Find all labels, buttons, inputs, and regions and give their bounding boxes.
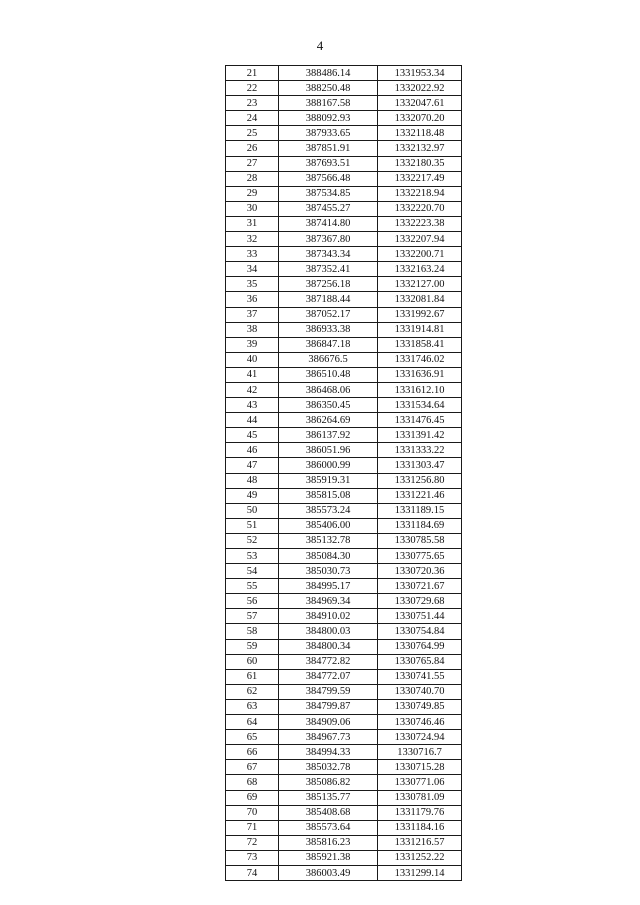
x-coordinate-cell: 386350.45 — [279, 398, 378, 413]
x-coordinate-cell: 386468.06 — [279, 382, 378, 397]
y-coordinate-cell: 1331184.69 — [378, 518, 462, 533]
table-row — [226, 262, 462, 277]
y-coordinate-cell: 1330754.84 — [378, 624, 462, 639]
table-row — [226, 247, 462, 262]
table-row — [226, 156, 462, 171]
x-coordinate-cell: 385406.00 — [279, 518, 378, 533]
point-number-cell: 21 — [226, 66, 279, 81]
table-row — [226, 126, 462, 141]
x-coordinate-cell: 384994.33 — [279, 745, 378, 760]
point-number-cell: 49 — [226, 488, 279, 503]
table-row — [226, 624, 462, 639]
point-number-cell: 69 — [226, 790, 279, 805]
y-coordinate-cell: 1332218.94 — [378, 186, 462, 201]
point-number-cell: 53 — [226, 549, 279, 564]
point-number-cell: 60 — [226, 654, 279, 669]
y-coordinate-cell: 1331299.14 — [378, 865, 462, 880]
y-coordinate-cell: 1331914.81 — [378, 322, 462, 337]
point-number-cell: 66 — [226, 745, 279, 760]
y-coordinate-cell: 1332047.61 — [378, 96, 462, 111]
point-number-cell: 61 — [226, 669, 279, 684]
point-number-cell: 47 — [226, 458, 279, 473]
y-coordinate-cell: 1332022.92 — [378, 81, 462, 96]
point-number-cell: 32 — [226, 232, 279, 247]
point-number-cell: 65 — [226, 730, 279, 745]
y-coordinate-cell: 1331636.91 — [378, 367, 462, 382]
x-coordinate-cell: 387851.91 — [279, 141, 378, 156]
table-row — [226, 745, 462, 760]
x-coordinate-cell: 384799.59 — [279, 684, 378, 699]
x-coordinate-cell: 385816.23 — [279, 835, 378, 850]
point-number-cell: 23 — [226, 96, 279, 111]
table-row — [226, 790, 462, 805]
y-coordinate-cell: 1332118.48 — [378, 126, 462, 141]
y-coordinate-cell: 1330749.85 — [378, 699, 462, 714]
table-row — [226, 322, 462, 337]
x-coordinate-cell: 385573.64 — [279, 820, 378, 835]
point-number-cell: 24 — [226, 111, 279, 126]
y-coordinate-cell: 1330729.68 — [378, 594, 462, 609]
point-number-cell: 25 — [226, 126, 279, 141]
table-row — [226, 337, 462, 352]
x-coordinate-cell: 387455.27 — [279, 201, 378, 216]
x-coordinate-cell: 386676.5 — [279, 352, 378, 367]
point-number-cell: 39 — [226, 337, 279, 352]
x-coordinate-cell: 385084.30 — [279, 549, 378, 564]
point-number-cell: 38 — [226, 322, 279, 337]
table-row — [226, 533, 462, 548]
y-coordinate-cell: 1331252.22 — [378, 850, 462, 865]
x-coordinate-cell: 385030.73 — [279, 564, 378, 579]
y-coordinate-cell: 1332223.38 — [378, 216, 462, 231]
point-number-cell: 40 — [226, 352, 279, 367]
point-number-cell: 45 — [226, 428, 279, 443]
x-coordinate-cell: 388250.48 — [279, 81, 378, 96]
point-number-cell: 63 — [226, 699, 279, 714]
point-number-cell: 55 — [226, 579, 279, 594]
point-number-cell: 41 — [226, 367, 279, 382]
table-row — [226, 835, 462, 850]
x-coordinate-cell: 384969.34 — [279, 594, 378, 609]
point-number-cell: 50 — [226, 503, 279, 518]
x-coordinate-cell: 384910.02 — [279, 609, 378, 624]
x-coordinate-cell: 387352.41 — [279, 262, 378, 277]
y-coordinate-cell: 1332163.24 — [378, 262, 462, 277]
table-row — [226, 805, 462, 820]
table-row — [226, 594, 462, 609]
point-number-cell: 36 — [226, 292, 279, 307]
point-number-cell: 48 — [226, 473, 279, 488]
x-coordinate-cell: 384772.82 — [279, 654, 378, 669]
x-coordinate-cell: 385135.77 — [279, 790, 378, 805]
point-number-cell: 29 — [226, 186, 279, 201]
y-coordinate-cell: 1331953.34 — [378, 66, 462, 81]
y-coordinate-cell: 1330764.99 — [378, 639, 462, 654]
table-row — [226, 398, 462, 413]
y-coordinate-cell: 1331179.76 — [378, 805, 462, 820]
point-number-cell: 62 — [226, 684, 279, 699]
coordinate-table — [225, 65, 462, 881]
y-coordinate-cell: 1332217.49 — [378, 171, 462, 186]
x-coordinate-cell: 387367.80 — [279, 232, 378, 247]
x-coordinate-cell: 388486.14 — [279, 66, 378, 81]
table-row — [226, 141, 462, 156]
point-number-cell: 57 — [226, 609, 279, 624]
y-coordinate-cell: 1331189.15 — [378, 503, 462, 518]
table-row — [226, 352, 462, 367]
point-number-cell: 56 — [226, 594, 279, 609]
table-row — [226, 96, 462, 111]
x-coordinate-cell: 387693.51 — [279, 156, 378, 171]
point-number-cell: 52 — [226, 533, 279, 548]
y-coordinate-cell: 1332132.97 — [378, 141, 462, 156]
table-row — [226, 413, 462, 428]
y-coordinate-cell: 1331992.67 — [378, 307, 462, 322]
y-coordinate-cell: 1332180.35 — [378, 156, 462, 171]
x-coordinate-cell: 388167.58 — [279, 96, 378, 111]
table-row — [226, 277, 462, 292]
point-number-cell: 33 — [226, 247, 279, 262]
y-coordinate-cell: 1331256.80 — [378, 473, 462, 488]
y-coordinate-cell: 1330724.94 — [378, 730, 462, 745]
y-coordinate-cell: 1331303.47 — [378, 458, 462, 473]
table-row — [226, 579, 462, 594]
y-coordinate-cell: 1330775.65 — [378, 549, 462, 564]
x-coordinate-cell: 386933.38 — [279, 322, 378, 337]
table-row — [226, 307, 462, 322]
y-coordinate-cell: 1331221.46 — [378, 488, 462, 503]
table-row — [226, 699, 462, 714]
y-coordinate-cell: 1330785.58 — [378, 533, 462, 548]
x-coordinate-cell: 384800.34 — [279, 639, 378, 654]
x-coordinate-cell: 386000.99 — [279, 458, 378, 473]
x-coordinate-cell: 388092.93 — [279, 111, 378, 126]
y-coordinate-cell: 1331391.42 — [378, 428, 462, 443]
y-coordinate-cell: 1330751.44 — [378, 609, 462, 624]
x-coordinate-cell: 387933.65 — [279, 126, 378, 141]
table-row — [226, 609, 462, 624]
x-coordinate-cell: 387052.17 — [279, 307, 378, 322]
y-coordinate-cell: 1332200.71 — [378, 247, 462, 262]
page-number: 4 — [316, 38, 324, 53]
point-number-cell: 46 — [226, 443, 279, 458]
y-coordinate-cell: 1331184.16 — [378, 820, 462, 835]
x-coordinate-cell: 386510.48 — [279, 367, 378, 382]
table-row — [226, 549, 462, 564]
point-number-cell: 73 — [226, 850, 279, 865]
point-number-cell: 71 — [226, 820, 279, 835]
table-row — [226, 443, 462, 458]
table-row — [226, 518, 462, 533]
y-coordinate-cell: 1332127.00 — [378, 277, 462, 292]
x-coordinate-cell: 386264.69 — [279, 413, 378, 428]
y-coordinate-cell: 1330741.55 — [378, 669, 462, 684]
table-row — [226, 216, 462, 231]
point-number-cell: 26 — [226, 141, 279, 156]
y-coordinate-cell: 1330716.7 — [378, 745, 462, 760]
point-number-cell: 34 — [226, 262, 279, 277]
table-row — [226, 488, 462, 503]
table-row — [226, 760, 462, 775]
x-coordinate-cell: 385032.78 — [279, 760, 378, 775]
x-coordinate-cell: 385573.24 — [279, 503, 378, 518]
point-number-cell: 42 — [226, 382, 279, 397]
x-coordinate-cell: 385086.82 — [279, 775, 378, 790]
y-coordinate-cell: 1331612.10 — [378, 382, 462, 397]
y-coordinate-cell: 1331858.41 — [378, 337, 462, 352]
table-row — [226, 820, 462, 835]
point-number-cell: 31 — [226, 216, 279, 231]
x-coordinate-cell: 387188.44 — [279, 292, 378, 307]
point-number-cell: 58 — [226, 624, 279, 639]
y-coordinate-cell: 1332070.20 — [378, 111, 462, 126]
point-number-cell: 44 — [226, 413, 279, 428]
point-number-cell: 22 — [226, 81, 279, 96]
table-row — [226, 201, 462, 216]
x-coordinate-cell: 387566.48 — [279, 171, 378, 186]
point-number-cell: 35 — [226, 277, 279, 292]
table-row — [226, 186, 462, 201]
y-coordinate-cell: 1331534.64 — [378, 398, 462, 413]
x-coordinate-cell: 387343.34 — [279, 247, 378, 262]
y-coordinate-cell: 1331746.02 — [378, 352, 462, 367]
table-row — [226, 232, 462, 247]
x-coordinate-cell: 386137.92 — [279, 428, 378, 443]
x-coordinate-cell: 385921.38 — [279, 850, 378, 865]
y-coordinate-cell: 1332207.94 — [378, 232, 462, 247]
point-number-cell: 67 — [226, 760, 279, 775]
table-row — [226, 654, 462, 669]
y-coordinate-cell: 1330715.28 — [378, 760, 462, 775]
table-row — [226, 458, 462, 473]
point-number-cell: 68 — [226, 775, 279, 790]
table-row — [226, 775, 462, 790]
point-number-cell: 54 — [226, 564, 279, 579]
table-row — [226, 81, 462, 96]
table-row — [226, 669, 462, 684]
x-coordinate-cell: 384909.06 — [279, 715, 378, 730]
table-row — [226, 292, 462, 307]
point-number-cell: 28 — [226, 171, 279, 186]
x-coordinate-cell: 384995.17 — [279, 579, 378, 594]
x-coordinate-cell: 385919.31 — [279, 473, 378, 488]
x-coordinate-cell: 387256.18 — [279, 277, 378, 292]
table-row — [226, 865, 462, 880]
table-row — [226, 473, 462, 488]
table-row — [226, 66, 462, 81]
point-number-cell: 70 — [226, 805, 279, 820]
x-coordinate-cell: 386847.18 — [279, 337, 378, 352]
y-coordinate-cell: 1330720.36 — [378, 564, 462, 579]
y-coordinate-cell: 1330781.09 — [378, 790, 462, 805]
table-row — [226, 503, 462, 518]
table-row — [226, 850, 462, 865]
y-coordinate-cell: 1331333.22 — [378, 443, 462, 458]
x-coordinate-cell: 386051.96 — [279, 443, 378, 458]
table-row — [226, 111, 462, 126]
table-row — [226, 564, 462, 579]
y-coordinate-cell: 1330721.67 — [378, 579, 462, 594]
table-row — [226, 639, 462, 654]
y-coordinate-cell: 1332081.84 — [378, 292, 462, 307]
y-coordinate-cell: 1330740.70 — [378, 684, 462, 699]
table-row — [226, 684, 462, 699]
table-row — [226, 715, 462, 730]
table-row — [226, 730, 462, 745]
x-coordinate-cell: 385408.68 — [279, 805, 378, 820]
table-row — [226, 428, 462, 443]
table-row — [226, 171, 462, 186]
point-number-cell: 72 — [226, 835, 279, 850]
x-coordinate-cell: 386003.49 — [279, 865, 378, 880]
x-coordinate-cell: 384800.03 — [279, 624, 378, 639]
point-number-cell: 27 — [226, 156, 279, 171]
x-coordinate-cell: 385815.08 — [279, 488, 378, 503]
x-coordinate-cell: 384967.73 — [279, 730, 378, 745]
x-coordinate-cell: 387414.80 — [279, 216, 378, 231]
x-coordinate-cell: 387534.85 — [279, 186, 378, 201]
y-coordinate-cell: 1330771.06 — [378, 775, 462, 790]
x-coordinate-cell: 384772.07 — [279, 669, 378, 684]
y-coordinate-cell: 1330765.84 — [378, 654, 462, 669]
point-number-cell: 59 — [226, 639, 279, 654]
x-coordinate-cell: 385132.78 — [279, 533, 378, 548]
point-number-cell: 51 — [226, 518, 279, 533]
coordinate-table-body — [226, 66, 462, 881]
y-coordinate-cell: 1330746.46 — [378, 715, 462, 730]
point-number-cell: 37 — [226, 307, 279, 322]
y-coordinate-cell: 1331216.57 — [378, 835, 462, 850]
point-number-cell: 64 — [226, 715, 279, 730]
table-row — [226, 382, 462, 397]
point-number-cell: 30 — [226, 201, 279, 216]
table-row — [226, 367, 462, 382]
point-number-cell: 43 — [226, 398, 279, 413]
y-coordinate-cell: 1332220.70 — [378, 201, 462, 216]
y-coordinate-cell: 1331476.45 — [378, 413, 462, 428]
point-number-cell: 74 — [226, 865, 279, 880]
x-coordinate-cell: 384799.87 — [279, 699, 378, 714]
